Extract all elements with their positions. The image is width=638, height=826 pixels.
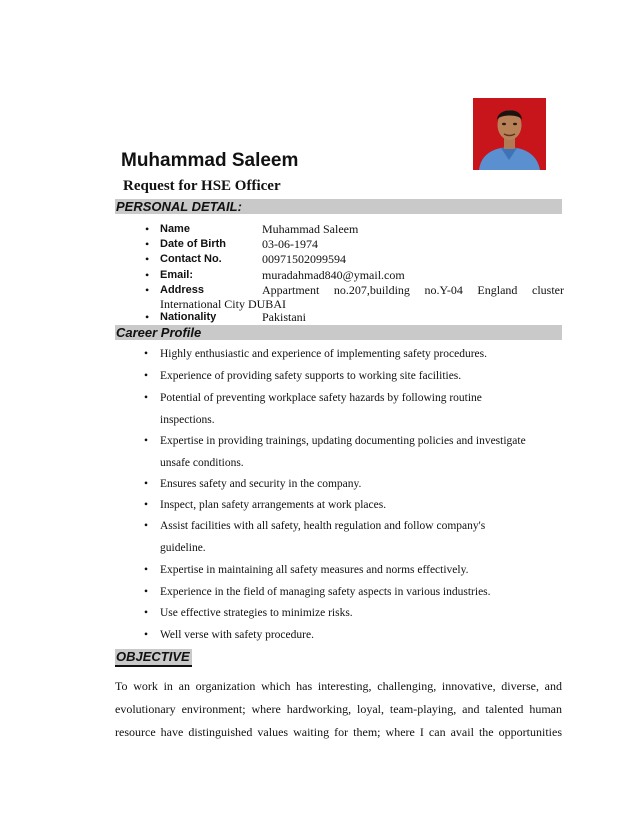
- bullet-icon: •: [144, 607, 149, 619]
- detail-value: 00971502099594: [262, 252, 346, 266]
- objective-text-line: To work in an organization which has interesting, challenging, innovative, diverse, and: [115, 679, 562, 693]
- list-item-text: Experience of providing safety supports to working site facilities.: [160, 370, 462, 382]
- detail-label: Email:: [160, 269, 194, 281]
- detail-value: 03-06-1974: [262, 237, 318, 251]
- list-item-text: Ensures safety and security in the company.: [160, 478, 362, 490]
- detail-label: Address: [160, 284, 205, 296]
- address-value: Appartment no.207,building no.Y-04 England cluster: [262, 283, 564, 297]
- detail-label: Contact No.: [160, 253, 222, 265]
- list-item-continuation: guideline.: [160, 542, 206, 554]
- bullet-icon: •: [144, 564, 149, 576]
- bullet-icon: •: [144, 520, 149, 532]
- bullet-icon: •: [144, 370, 149, 382]
- bullet-icon: •: [145, 252, 150, 266]
- detail-value: Pakistani: [262, 310, 306, 324]
- list-item-text: Assist facilities with all safety, health regulation and follow company's: [160, 520, 486, 532]
- detail-value: muradahmad840@ymail.com: [262, 268, 405, 282]
- list-item-text: Well verse with safety procedure.: [160, 629, 314, 641]
- detail-value: Muhammad Saleem: [262, 222, 359, 236]
- objective-text-line: resource have distinguished values waiting for them; where I can avail the opportunities: [115, 725, 562, 739]
- detail-label: Name: [160, 223, 190, 235]
- bullet-icon: •: [145, 283, 150, 297]
- bullet-icon: •: [144, 478, 149, 490]
- list-item-continuation: unsafe conditions.: [160, 457, 244, 469]
- profile-photo: [473, 98, 546, 170]
- bullet-icon: •: [144, 586, 149, 598]
- objective-heading: OBJECTIVE: [115, 649, 192, 667]
- bullet-icon: •: [144, 499, 149, 511]
- bullet-icon: •: [144, 392, 149, 404]
- bullet-icon: •: [145, 222, 150, 236]
- list-item-text: Expertise in maintaining all safety measures and norms effectively.: [160, 564, 469, 576]
- bullet-icon: •: [145, 268, 150, 282]
- detail-label: Nationality: [160, 311, 217, 323]
- list-item-continuation: inspections.: [160, 414, 215, 426]
- list-item-text: Use effective strategies to minimize risks.: [160, 607, 353, 619]
- list-item-text: Experience in the field of managing safety aspects in various industries.: [160, 586, 491, 598]
- bullet-icon: •: [144, 348, 149, 360]
- career-profile-heading: Career Profile: [115, 325, 562, 340]
- list-item-text: Potential of preventing workplace safety hazards by following routine: [160, 392, 482, 404]
- objective-text-line: evolutionary environment; where hardworking, loyal, team-playing, and talented human: [115, 702, 562, 716]
- bullet-icon: •: [144, 435, 149, 447]
- bullet-icon: •: [145, 237, 150, 251]
- candidate-name: Muhammad Saleem: [121, 150, 299, 171]
- bullet-icon: •: [144, 629, 149, 641]
- detail-label: Date of Birth: [160, 238, 226, 250]
- request-title: Request for HSE Officer: [123, 178, 281, 194]
- bullet-icon: •: [145, 310, 150, 324]
- list-item-text: Expertise in providing trainings, updating documenting policies and investigate: [160, 435, 526, 447]
- address-continuation: International City DUBAI: [160, 297, 286, 311]
- list-item-text: Inspect, plan safety arrangements at work places.: [160, 499, 387, 511]
- personal-detail-heading: PERSONAL DETAIL:: [115, 199, 562, 214]
- list-item-text: Highly enthusiastic and experience of implementing safety procedures.: [160, 348, 488, 360]
